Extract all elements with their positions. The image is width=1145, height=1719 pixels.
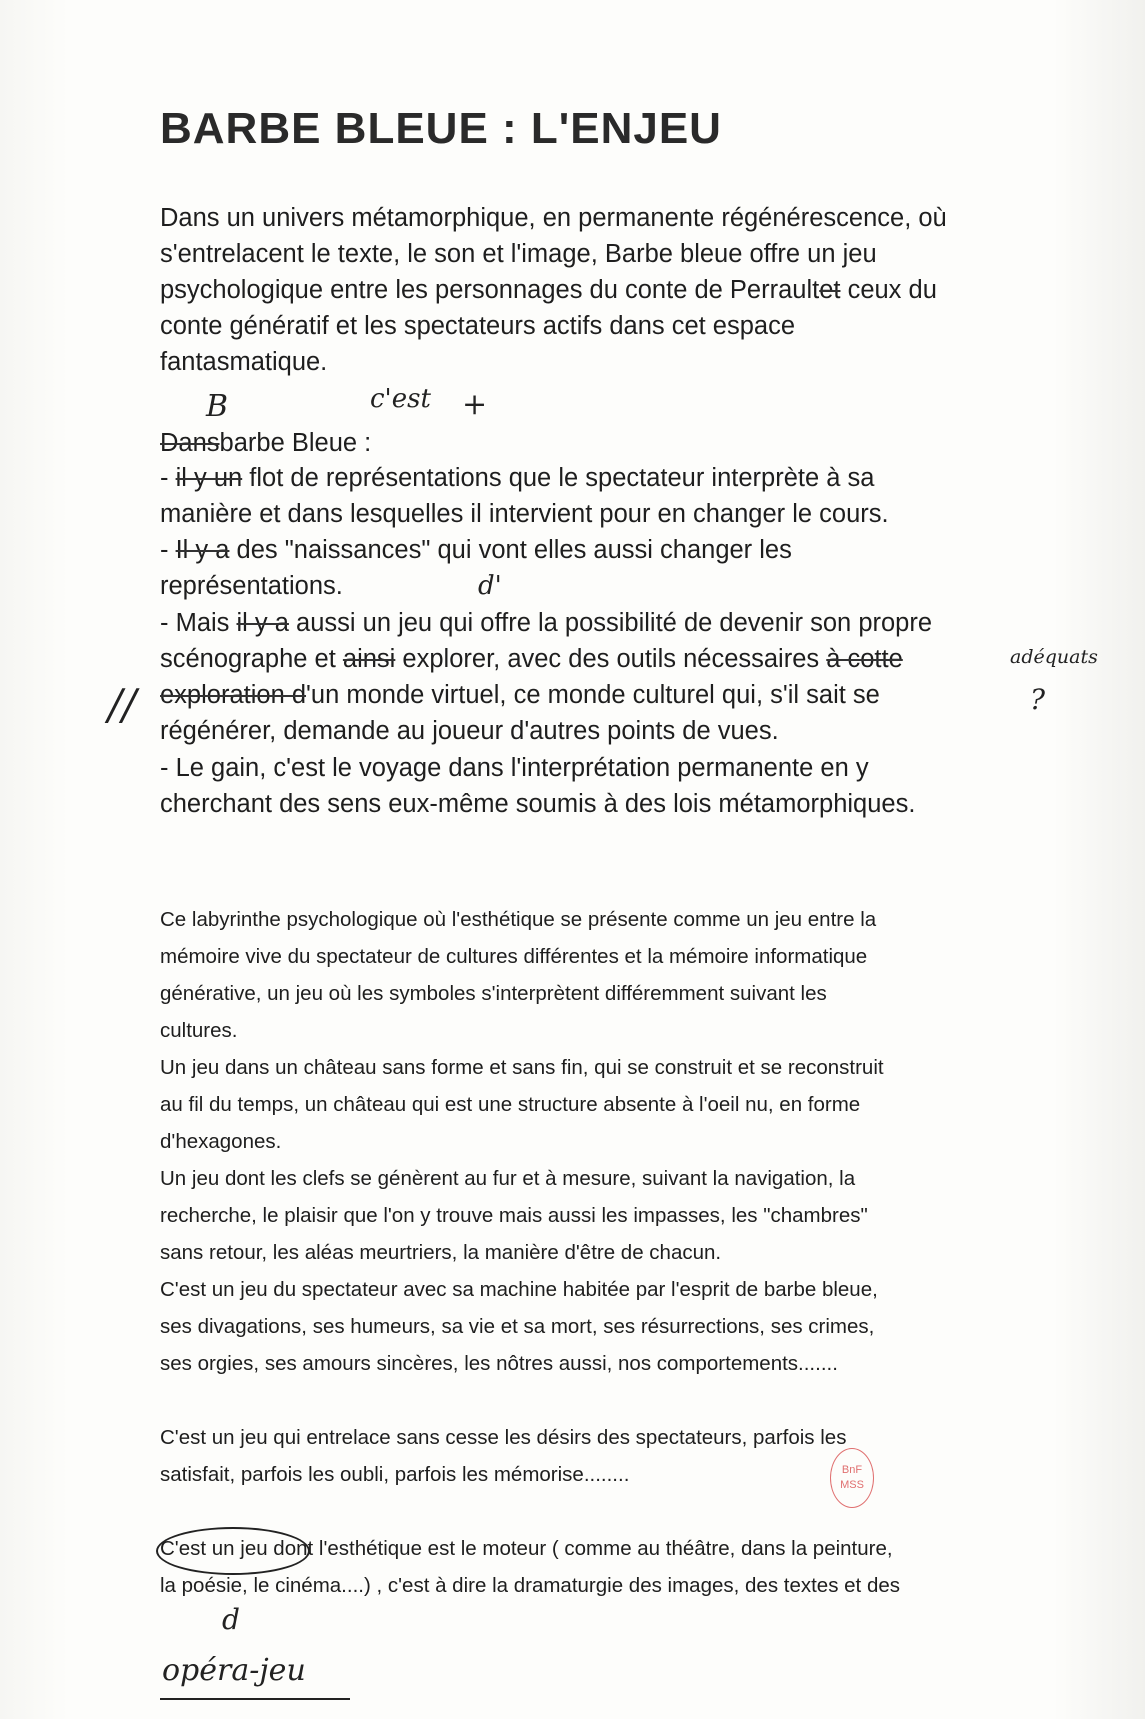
text: psychologique entre les personnages du conte de Perrault [160,276,820,304]
list-item: - Le gain, c'est le voyage dans l'interprétation permanente en y [160,754,869,782]
body-line: C'est un jeu qui entrelace sans cesse les désirs des spectateurs, parfois les [160,1426,847,1449]
text: 'un monde virtuel, ce monde culturel qui, s'il sait se [306,681,880,709]
body-line: sans retour, les aléas meurtriers, la manière d'être de chacun. [160,1241,722,1264]
body-line: Ce labyrinthe psychologique où l'esthétique se présente comme un jeu entre la [160,908,877,931]
annotation-adequats: adéquats [1010,646,1098,668]
list-item [160,535,792,565]
list-item [160,608,932,638]
text: - [160,464,176,492]
body-line: ses divagations, ses humeurs, sa vie et sa mort, ses résurrections, ses crimes, [160,1315,875,1338]
body-line: C'est un jeu du spectateur avec sa machine habitée par l'esprit de barbe bleue, [160,1278,878,1301]
annotation-underline [160,1698,350,1700]
text: flot de représentations que le spectateur interprète à sa [242,464,875,492]
struck-text: exploration d [160,681,307,709]
text: des "naissances" qui vont elles aussi changer les [229,536,792,564]
struck-text: Il y a [175,536,230,564]
body-line: mémoire vive du spectateur de cultures différentes et la mémoire informatique [160,945,868,968]
bnf-stamp: BnF MSS [830,1448,874,1508]
annotation-question: ? [1030,683,1046,716]
struck-text: et [819,276,841,304]
intro-line [160,275,937,305]
intro-line: conte génératif et les spectateurs actifs dans cet espace [160,312,796,340]
list-heading [160,428,371,458]
body-line: recherche, le plaisir que l'on y trouve mais aussi les impasses, les "chambres" [160,1204,868,1227]
text: explorer, avec des outils nécessaires [395,645,827,673]
struck-text: à cotte [826,645,903,673]
body-line: Un jeu dans un château sans forme et sans fin, qui se construit et se reconstruit [160,1056,884,1079]
annotation-margin-mark: // [108,680,137,729]
intro-line: fantasmatique. [160,348,328,376]
annotation-circle [156,1527,310,1575]
annotation-cest: c'est [370,384,431,414]
body-line: générative, un jeu où les symboles s'interprètent différemment suivant les [160,982,827,1005]
body-line: ses orgies, ses amours sincères, les nôtres aussi, nos comportements....... [160,1352,838,1375]
body-line: C'est un jeu dont l'esthétique est le moteur ( comme au théâtre, dans la peinture, [160,1537,893,1560]
struck-text: Dans [160,429,220,457]
annotation-plus: + [462,387,488,422]
struck-text: il y un [175,464,243,492]
text: barbe Bleue : [219,429,372,457]
list-item: manière et dans lesquelles il intervient pour en changer le cours. [160,500,889,528]
text: aussi un jeu qui offre la possibilité de devenir son propre [288,609,933,637]
struck-text: il y a [236,609,289,637]
annotation-B: B [206,389,229,424]
list-item [160,680,880,710]
text: - [160,536,176,564]
text: ceux du [840,276,937,304]
body-line: au fil du temps, un château qui est une structure absente à l'oeil nu, en forme [160,1093,861,1116]
text: - Mais [160,609,237,637]
list-item: représentations. [160,572,343,600]
text: scénographe et [160,645,343,673]
list-item: régénérer, demande au joueur d'autres points de vues. [160,717,779,745]
intro-line: Dans un univers métamorphique, en permanente régénérescence, où [160,204,947,232]
list-item: cherchant des sens eux-même soumis à des lois métamorphiques. [160,790,916,818]
annotation-opera-jeu: opéra-jeu [162,1653,306,1688]
annotation-d2: d [222,1603,240,1636]
list-item [160,644,903,674]
list-item [160,463,874,493]
struck-text: ainsi [342,645,396,673]
body-line: d'hexagones. [160,1130,282,1153]
body-line: cultures. [160,1019,238,1042]
body-line: satisfait, parfois les oubli, parfois les mémorise........ [160,1463,630,1486]
body-line: la poésie, le cinéma....) , c'est à dire la dramaturgie des images, des textes et des [160,1574,901,1597]
document-title: BARBE BLEUE : L'ENJEU [160,104,722,153]
body-line: Un jeu dont les clefs se génèrent au fur et à mesure, suivant la navigation, la [160,1167,856,1190]
annotation-d: d' [478,571,502,601]
intro-line: s'entrelacent le texte, le son et l'image, Barbe bleue offre un jeu [160,240,877,268]
